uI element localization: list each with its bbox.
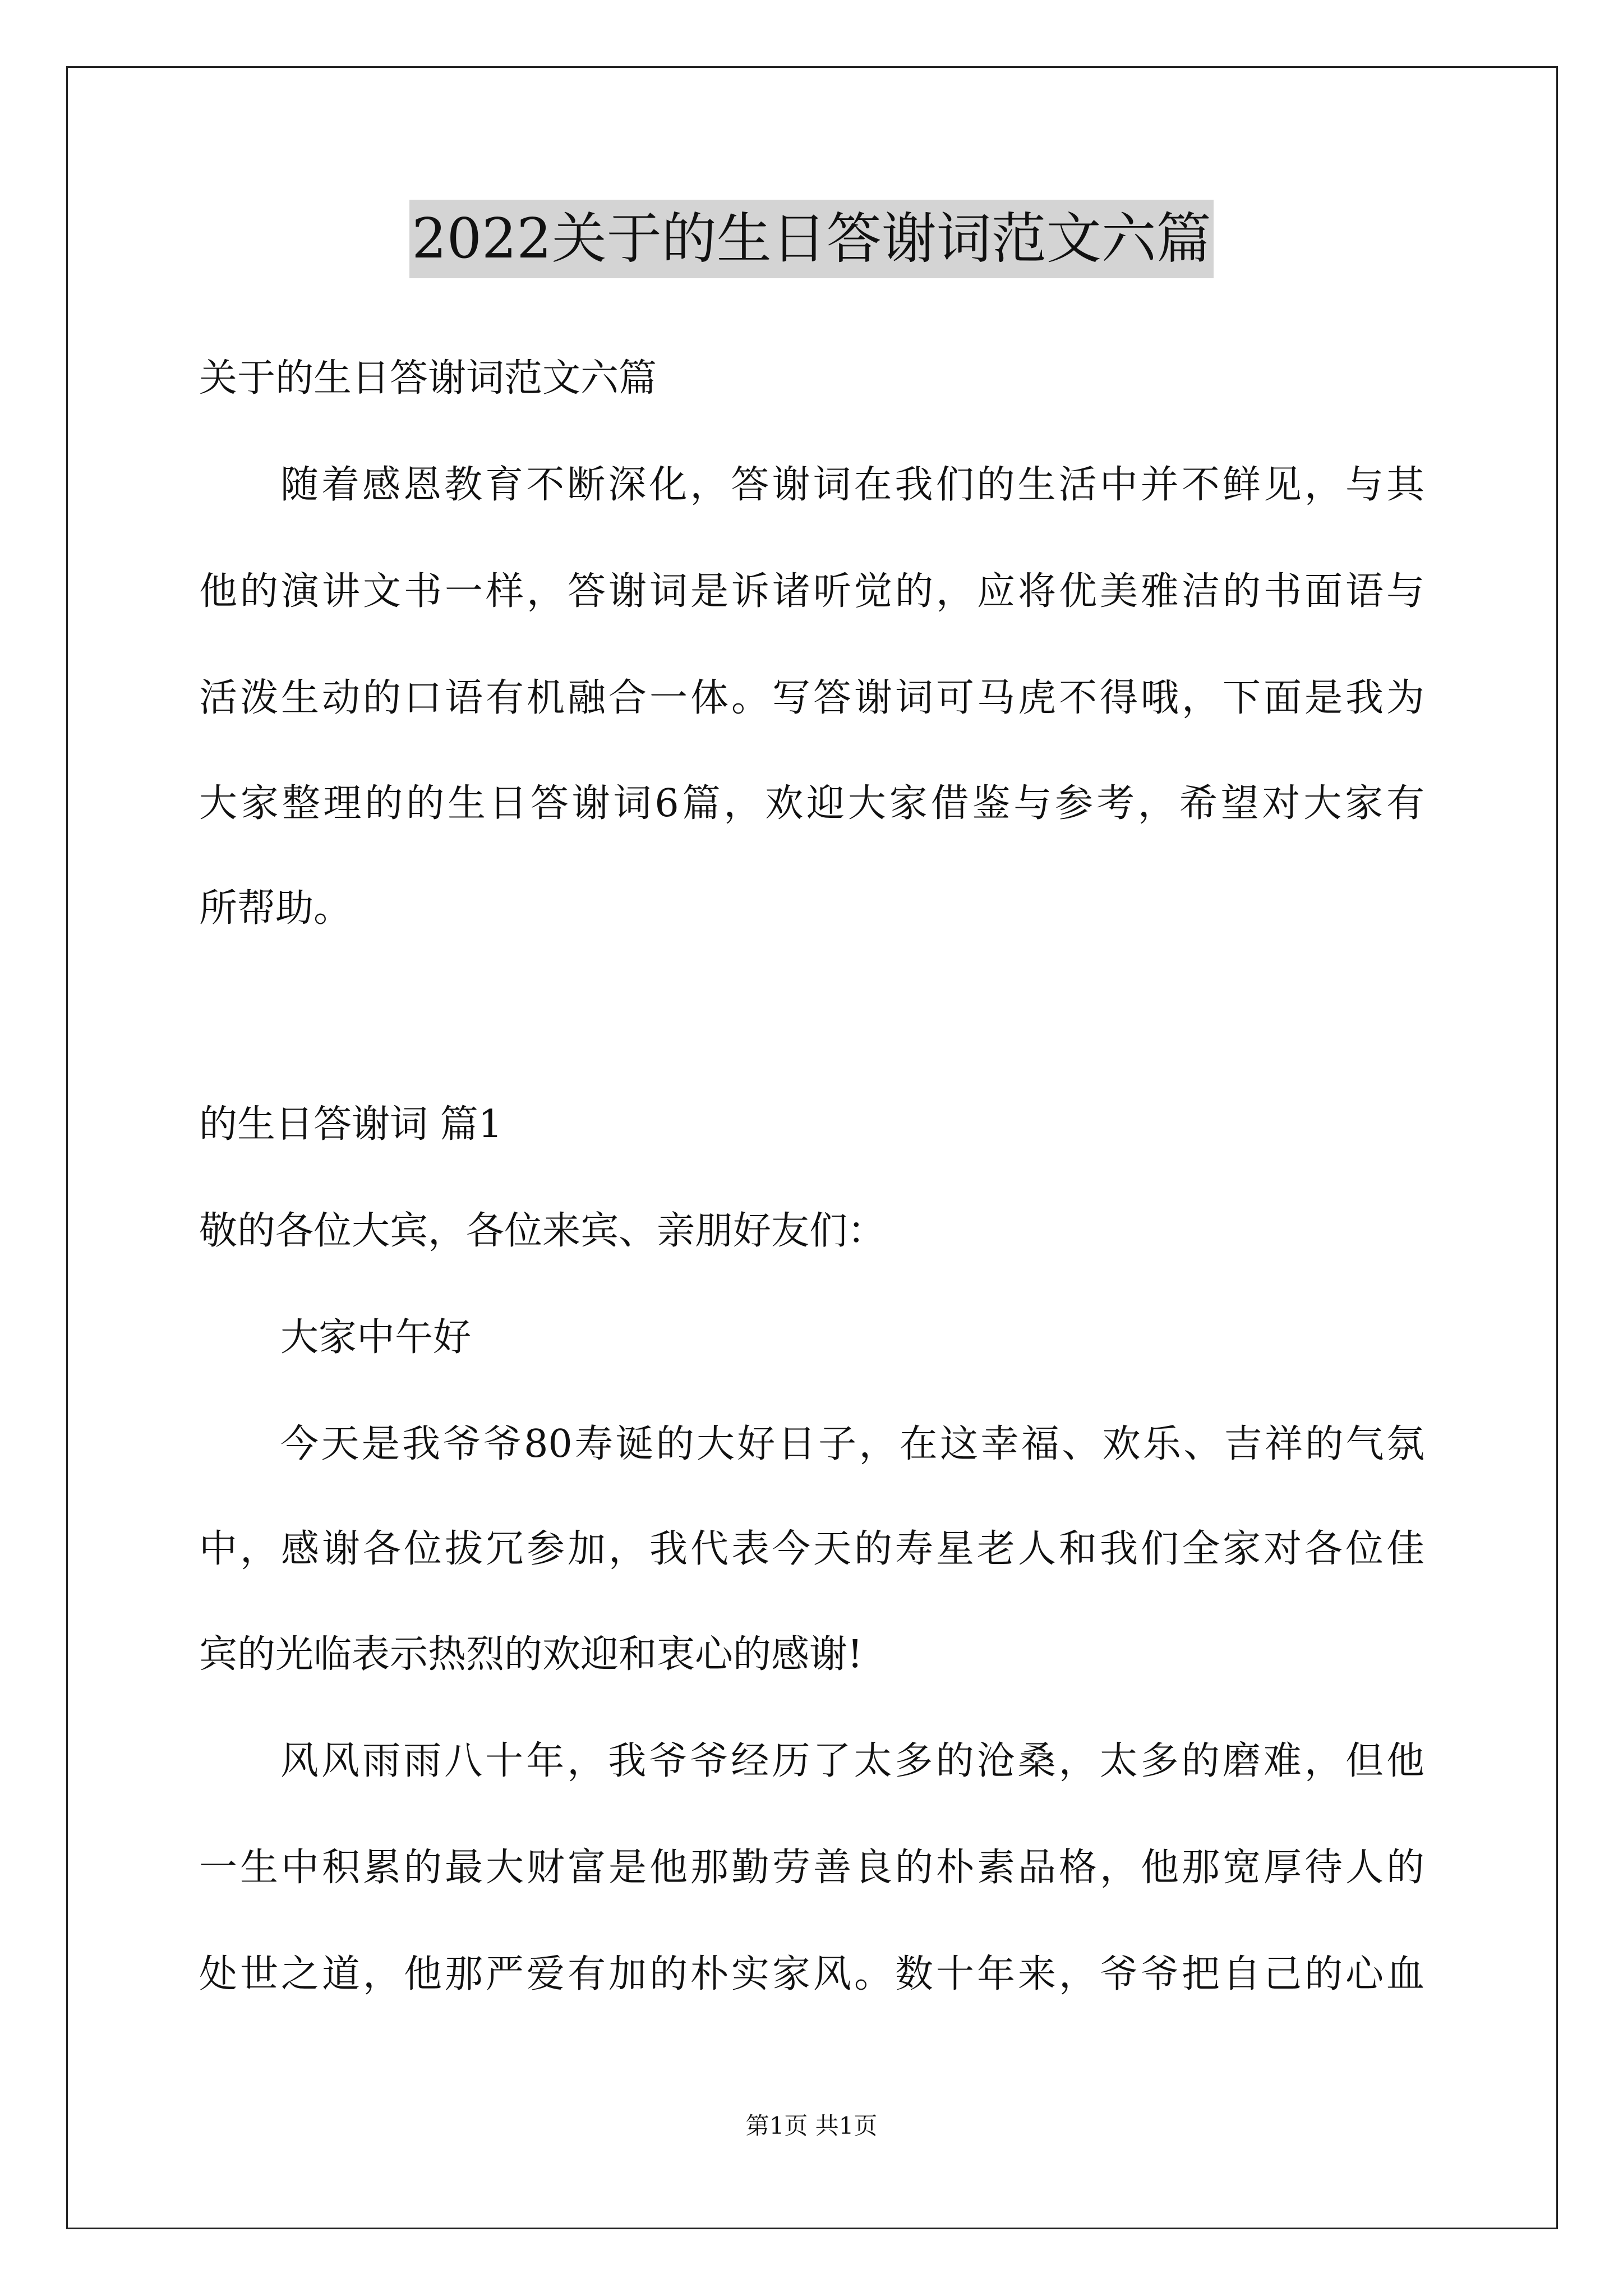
intro-line-3: 活泼生动的口语有机融合一体。写答谢词可马虎不得哦，下面是我为 [199,676,1424,720]
para1-line-1: 今天是我爷爷80寿诞的大好日子，在这幸福、欢乐、吉祥的气氛 [280,1422,1424,1466]
intro-line-1: 随着感恩教育不断深化，答谢词在我们的生活中并不鲜见，与其 [280,463,1424,507]
para2-line-1: 风风雨雨八十年，我爷爷经历了太多的沧桑，太多的磨难，但他 [280,1739,1424,1783]
intro-line-4: 大家整理的的生日答谢词6篇，欢迎大家借鉴与参考，希望对大家有 [199,781,1424,826]
page-footer: 第1页 共1页 [745,2112,878,2139]
intro-line-5: 所帮助。 [199,886,352,931]
para2-line-3: 处世之道，他那严爱有加的朴实家风。数十年来，爷爷把自己的心血 [199,1952,1424,1996]
section-heading: 的生日答谢词 篇1 [199,1102,502,1147]
document-subtitle: 关于的生日答谢词范文六篇 [199,356,657,401]
document-title: 2022关于的生日答谢词范文六篇 [409,200,1213,278]
intro-line-2: 他的演讲文书一样，答谢词是诉诸听觉的，应将优美雅洁的书面语与 [199,569,1424,614]
para1-line-3: 宾的光临表示热烈的欢迎和衷心的感谢! [199,1632,863,1677]
para2-line-2: 一生中积累的最大财富是他那勤劳善良的朴素品格，他那宽厚待人的 [199,1846,1424,1890]
para1-line-2: 中，感谢各位拔冗参加，我代表今天的寿星老人和我们全家对各位佳 [199,1527,1424,1571]
salutation: 敬的各位大宾，各位来宾、亲朋好友们： [199,1209,886,1253]
title-container [0,200,1623,278]
greeting: 大家中午好 [280,1315,472,1360]
